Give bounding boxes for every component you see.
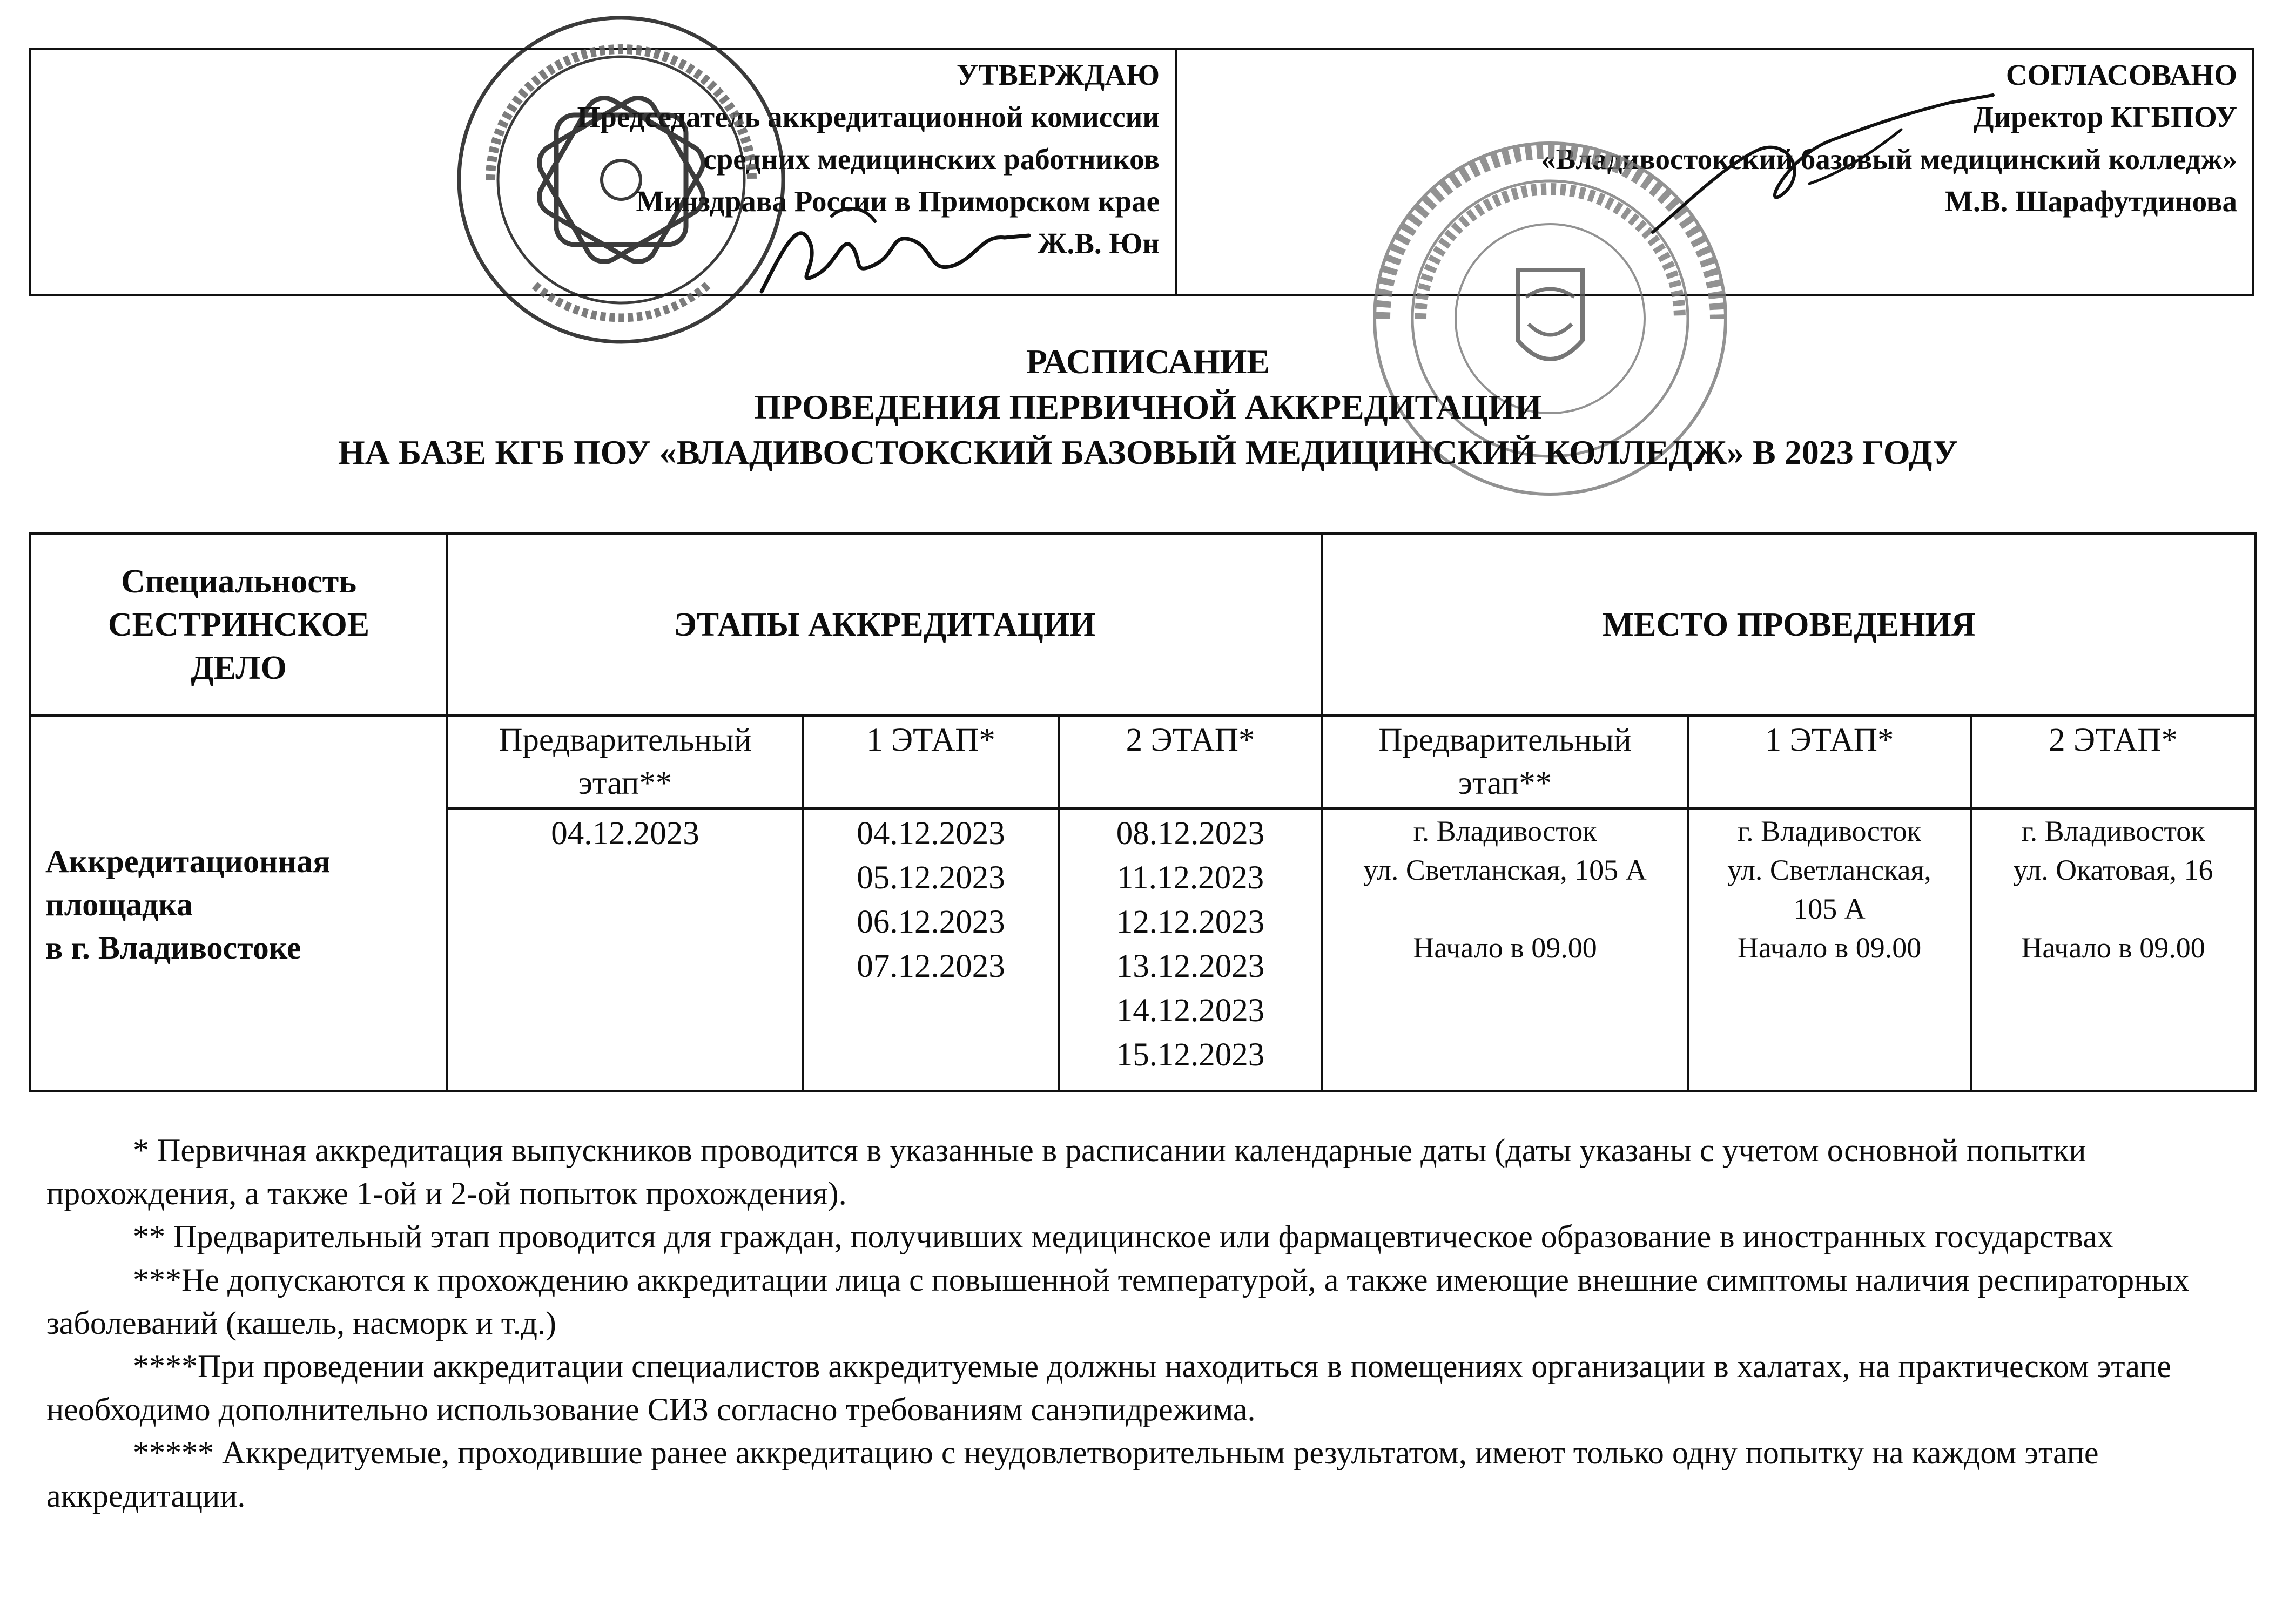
pre-date: 04.12.2023 bbox=[551, 815, 699, 852]
stage2-date: 11.12.2023 bbox=[1116, 860, 1264, 896]
place-stage1-street-line1: ул. Светланская, bbox=[1727, 854, 1931, 886]
specialty-name-line2: ДЕЛО bbox=[191, 649, 287, 686]
stage1-date: 07.12.2023 bbox=[857, 948, 1005, 984]
specialty-header bbox=[30, 534, 447, 716]
footnote-3: ***Не допускаются к прохождению аккредитации лица с повышенной температурой, а также имеющие внешние симптомы наличия респираторных заболеваний (кашель, насморк и т.д.) bbox=[46, 1262, 2190, 1341]
stage2-date: 08.12.2023 bbox=[1116, 815, 1265, 852]
place-stage1-street-line2: 105 А bbox=[1793, 893, 1866, 925]
spacer bbox=[1972, 889, 2254, 928]
pre-stage-dates bbox=[447, 808, 803, 1091]
subheader-pre-stage bbox=[447, 716, 803, 808]
subheader-pre-line1: Предварительный bbox=[499, 722, 752, 758]
place-stage2-start: Начало в 09.00 bbox=[2021, 932, 2205, 964]
place-stage1-city: г. Владивосток bbox=[1738, 815, 1921, 847]
subheader-place-stage1: 1 ЭТАП* bbox=[1688, 716, 1971, 808]
title-line-2: ПРОВЕДЕНИЯ ПЕРВИЧНОЙ АККРЕДИТАЦИИ bbox=[754, 388, 1542, 426]
stage2-dates bbox=[1059, 808, 1322, 1091]
subheader-place-pre-line1: Предварительный bbox=[1378, 722, 1632, 758]
subheader-place-stage2: 2 ЭТАП* bbox=[1971, 716, 2255, 808]
stages-header: ЭТАПЫ АККРЕДИТАЦИИ bbox=[447, 534, 1322, 716]
approval-left-text bbox=[577, 54, 1160, 265]
footnote-2: ** Предварительный этап проводится для граждан, получивших медицинское или фармацевтическое образование в иностранных государствах bbox=[133, 1219, 2113, 1254]
approval-block bbox=[29, 48, 2254, 296]
stage2-date: 12.12.2023 bbox=[1116, 904, 1265, 940]
document-title bbox=[0, 339, 2296, 475]
approver-name: Ж.В. Юн bbox=[1038, 227, 1160, 260]
specialty-label: Специальность bbox=[120, 563, 357, 600]
place-stage1-start: Начало в 09.00 bbox=[1737, 932, 1922, 964]
place-header: МЕСТО ПРОВЕДЕНИЯ bbox=[1322, 534, 2255, 716]
site-line3: в г. Владивостоке bbox=[45, 930, 301, 966]
stage1-date: 06.12.2023 bbox=[857, 904, 1005, 940]
stage1-dates bbox=[803, 808, 1059, 1091]
footnote-1: * Первичная аккредитация выпускников проводится в указанные в расписании календарные даты (даты указаны с учетом основной попытки прохождения, а также 1-ой и 2-ой попыток прохождения). bbox=[46, 1132, 2086, 1211]
stage2-date: 13.12.2023 bbox=[1116, 948, 1265, 984]
subheader-place-pre-line2: этап** bbox=[1458, 765, 1552, 801]
place-stage2-street: ул. Окатовая, 16 bbox=[2013, 854, 2213, 886]
place-pre-street: ул. Светланская, 105 А bbox=[1363, 854, 1647, 886]
place-stage1 bbox=[1688, 808, 1971, 1091]
approval-right-text bbox=[1541, 54, 2237, 222]
subheader-stage2: 2 ЭТАП* bbox=[1059, 716, 1322, 808]
specialty-name-line1: СЕСТРИНСКОЕ bbox=[107, 606, 370, 643]
schedule-table bbox=[29, 532, 2257, 1092]
approver-position-line3: Минздрава России в Приморском крае bbox=[636, 185, 1160, 218]
site-line2: площадка bbox=[45, 887, 193, 922]
approve-label: УТВЕРЖДАЮ bbox=[957, 58, 1160, 91]
place-stage2-city: г. Владивосток bbox=[2021, 815, 2205, 847]
approver-position-line1: Председатель аккредитационной комиссии bbox=[577, 100, 1160, 133]
table-subheader-row bbox=[30, 716, 2255, 808]
place-pre-city: г. Владивосток bbox=[1413, 815, 1597, 847]
approval-left bbox=[31, 50, 1177, 294]
director-name: М.В. Шарафутдинова bbox=[1945, 185, 2237, 218]
table-header-row bbox=[30, 534, 2255, 716]
stage2-date: 14.12.2023 bbox=[1116, 993, 1265, 1029]
stage2-date: 15.12.2023 bbox=[1116, 1037, 1265, 1073]
subheader-stage1: 1 ЭТАП* bbox=[803, 716, 1059, 808]
director-position: Директор КГБПОУ bbox=[1973, 100, 2237, 133]
approval-right bbox=[1177, 50, 2252, 294]
subheader-pre-line2: этап** bbox=[578, 765, 672, 801]
place-pre-stage bbox=[1322, 808, 1688, 1091]
college-name: «Владивостокский базовый медицинский колледж» bbox=[1541, 143, 2237, 176]
site-cell bbox=[30, 716, 447, 1091]
stage1-date: 05.12.2023 bbox=[857, 860, 1005, 896]
stage1-date: 04.12.2023 bbox=[857, 815, 1005, 852]
footnote-4: ****При проведении аккредитации специалистов аккредитуемые должны находиться в помещениях организации в халатах, на практическом этапе необходимо дополнительно использование СИЗ согласно требованиям санэпидрежима. bbox=[46, 1348, 2171, 1427]
spacer bbox=[1323, 889, 1687, 928]
footnotes bbox=[46, 1129, 2239, 1517]
site-line1: Аккредитационная bbox=[45, 844, 331, 879]
agreed-label: СОГЛАСОВАНО bbox=[2005, 58, 2237, 91]
title-line-1: РАСПИСАНИЕ bbox=[1026, 342, 1270, 381]
footnote-5: ***** Аккредитуемые, проходившие ранее аккредитацию с неудовлетворительным результатом, имеют только одну попытку на каждом этапе аккредитации. bbox=[46, 1435, 2099, 1514]
place-stage2 bbox=[1971, 808, 2255, 1091]
approver-position-line2: средних медицинских работников bbox=[703, 143, 1160, 176]
subheader-place-pre bbox=[1322, 716, 1688, 808]
place-pre-start: Начало в 09.00 bbox=[1413, 932, 1597, 964]
title-line-3: НА БАЗЕ КГБ ПОУ «ВЛАДИВОСТОКСКИЙ БАЗОВЫЙ МЕДИЦИНСКИЙ КОЛЛЕДЖ» В 2023 ГОДУ bbox=[338, 433, 1958, 471]
